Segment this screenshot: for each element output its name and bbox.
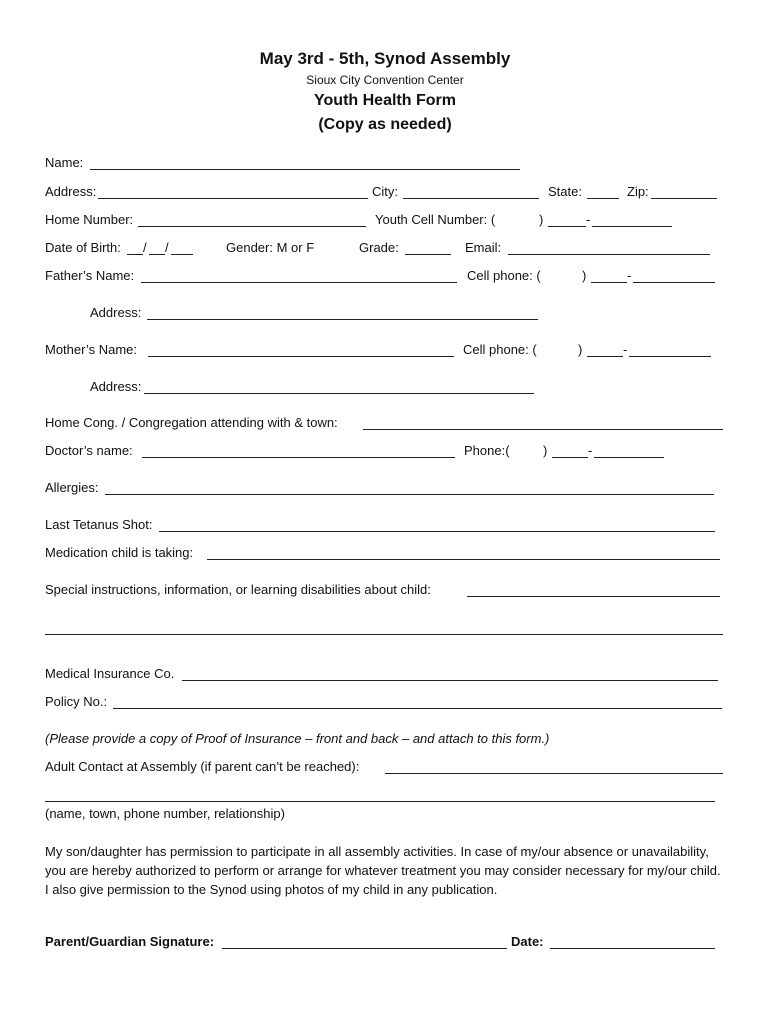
father-name-label: Father’s Name:	[45, 268, 135, 283]
medication-label: Medication child is taking:	[45, 545, 194, 560]
insurance-co-field[interactable]	[182, 680, 718, 681]
special-row-2	[45, 619, 723, 637]
home-cong-field[interactable]	[363, 429, 723, 430]
date-label: Date:	[511, 934, 544, 949]
youth-cell-label: Youth Cell Number: (	[375, 212, 496, 227]
mother-address-label: Address:	[90, 379, 142, 394]
doctor-phone-prefix-field[interactable]	[552, 457, 588, 458]
city-label: City:	[372, 184, 398, 199]
email-label: Email:	[465, 240, 502, 255]
mother-cell-number-field[interactable]	[629, 356, 711, 357]
youth-cell-paren: )	[539, 212, 544, 227]
youth-cell-dash: -	[586, 212, 591, 227]
insurance-note: (Please provide a copy of Proof of Insurance – front and back – and attach to this form.)	[45, 731, 550, 746]
adult-contact-field[interactable]	[385, 773, 723, 774]
city-field[interactable]	[403, 198, 539, 199]
date-field[interactable]	[550, 948, 715, 949]
dob-year-field[interactable]	[171, 254, 193, 255]
doctor-name-field[interactable]	[142, 457, 455, 458]
special-field[interactable]	[467, 596, 720, 597]
home-cong-label: Home Cong. / Congregation attending with & town:	[45, 415, 338, 430]
email-field[interactable]	[508, 254, 710, 255]
address-label: Address:	[45, 184, 97, 199]
tetanus-field[interactable]	[159, 531, 715, 532]
dob-day-field[interactable]	[149, 254, 165, 255]
signature-field[interactable]	[222, 948, 507, 949]
gender-label[interactable]: Gender: M or F	[226, 240, 315, 255]
contact-hint: (name, town, phone number, relationship)	[45, 806, 285, 821]
tetanus-label: Last Tetanus Shot:	[45, 517, 153, 532]
home-number-field[interactable]	[138, 226, 366, 227]
grade-field[interactable]	[405, 254, 451, 255]
doctor-name-label: Doctor’s name:	[45, 443, 133, 458]
zip-field[interactable]	[651, 198, 717, 199]
dob-label: Date of Birth:	[45, 240, 121, 255]
dob-slash-2: /	[165, 240, 169, 255]
form-title: Youth Health Form	[314, 92, 456, 109]
father-cell-prefix-field[interactable]	[591, 282, 627, 283]
mother-cell-label: Cell phone: (	[463, 342, 537, 357]
father-cell-paren: )	[582, 268, 587, 283]
dob-slash-1: /	[143, 240, 147, 255]
mother-cell-prefix-field[interactable]	[587, 356, 623, 357]
home-number-label: Home Number:	[45, 212, 134, 227]
adult-contact-row-2	[45, 786, 715, 804]
doctor-phone-dash: -	[588, 443, 593, 458]
mother-name-label: Mother’s Name:	[45, 342, 137, 357]
state-label: State:	[548, 184, 582, 199]
doctor-phone-paren: )	[543, 443, 548, 458]
policy-no-field[interactable]	[113, 708, 722, 709]
mother-address-field[interactable]	[144, 393, 534, 394]
mother-name-field[interactable]	[148, 356, 454, 357]
form-note: (Copy as needed)	[318, 116, 452, 133]
youth-cell-prefix-field[interactable]	[548, 226, 586, 227]
consent-paragraph: My son/daughter has permission to participate in all assembly activities. In case of my/our absence or unavailability, you are hereby authorized to perform or arrange for whatever treatment you may consider necessary for my/our child. I also give permission to the Synod using photos of my child in any publication.	[45, 844, 721, 897]
signature-label: Parent/Guardian Signature:	[45, 934, 215, 949]
mother-cell-dash: -	[623, 342, 628, 357]
zip-label: Zip:	[627, 184, 649, 199]
medication-field[interactable]	[207, 559, 720, 560]
allergies-field[interactable]	[105, 494, 714, 495]
doctor-phone-label: Phone:(	[464, 443, 510, 458]
name-label: Name:	[45, 155, 84, 170]
mother-cell-paren: )	[578, 342, 583, 357]
father-cell-label: Cell phone: (	[467, 268, 541, 283]
dob-month-field[interactable]	[127, 254, 143, 255]
policy-no-label: Policy No.:	[45, 694, 108, 709]
father-cell-dash: -	[627, 268, 632, 283]
name-field[interactable]	[90, 169, 520, 170]
grade-label: Grade:	[359, 240, 399, 255]
special-label: Special instructions, information, or learning disabilities about child:	[45, 582, 431, 597]
father-address-label: Address:	[90, 305, 142, 320]
venue-subtitle: Sioux City Convention Center	[306, 73, 464, 87]
address-field[interactable]	[98, 198, 368, 199]
doctor-phone-number-field[interactable]	[594, 457, 664, 458]
father-cell-number-field[interactable]	[633, 282, 715, 283]
adult-contact-field-line-2[interactable]	[45, 801, 715, 802]
father-name-field[interactable]	[141, 282, 457, 283]
allergies-label: Allergies:	[45, 480, 99, 495]
father-address-field[interactable]	[147, 319, 538, 320]
page-title: May 3rd - 5th, Synod Assembly	[259, 49, 511, 68]
special-field-line-2[interactable]	[45, 634, 723, 635]
state-field[interactable]	[587, 198, 619, 199]
youth-cell-number-field[interactable]	[592, 226, 672, 227]
adult-contact-label: Adult Contact at Assembly (if parent can’t be reached):	[45, 759, 360, 774]
insurance-co-label: Medical Insurance Co.	[45, 666, 175, 681]
